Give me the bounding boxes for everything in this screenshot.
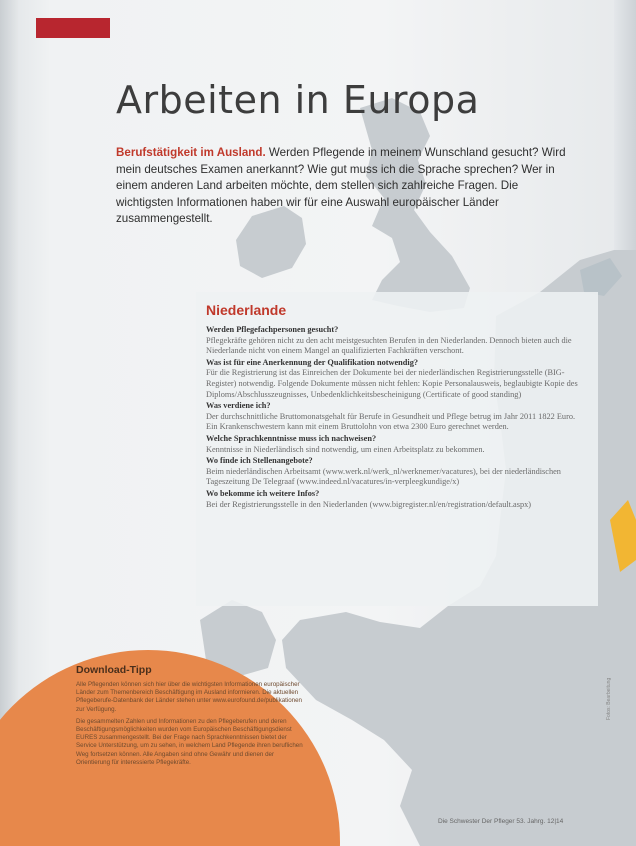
faq-list xyxy=(206,325,588,510)
faq-answer: Beim niederländischen Arbeitsamt (www.werk.nl/werk_nl/werknemer/vacatures), bei der niederländischen Tageszeitung De Telegraaf (www.indeed.nl/vacatures/in-verpleegkundige/x) xyxy=(206,466,561,487)
faq-question: Was ist für eine Anerkennung der Qualifikation notwendig? xyxy=(206,357,418,367)
faq-answer: Bei der Registrierungsstelle in den Niederlanden (www.bigregister.nl/en/registration/default.aspx) xyxy=(206,499,532,509)
intro-text: Werden Pflegende in meinem Wunschland gesucht? Wird mein deutsches Examen anerkannt? Wie gut muss ich die Sprache sprechen? Wer in einem anderen Land arbeiten möchte, dem stellen sich zahlreiche Fragen. Die wichtigsten Informationen haben wir für eine Auswahl europäischer Länder zusammengestellt. xyxy=(116,146,566,226)
page-footer: Die Schwester Der Pfleger 53. Jahrg. 12|14 xyxy=(438,818,564,825)
section-marker-tab xyxy=(36,18,110,38)
country-info-box xyxy=(196,292,598,606)
faq-question: Was verdiene ich? xyxy=(206,401,271,411)
faq-answer: Der durchschnittliche Bruttomonatsgehalt für Berufe in Gesundheit und Pflege betrug im Jahr 2011 1822 Euro. Ein Krankenschwestern kann mit einem Bruttolohn von etwa 2300 Euro gerechnet werden. xyxy=(206,411,576,432)
photo-credit: Fotos: Bearbeitung xyxy=(606,677,612,720)
country-title: Niederlande xyxy=(206,302,287,318)
faq-question: Wo bekomme ich weitere Infos? xyxy=(206,488,320,498)
download-tip-paragraph: Die gesammelten Zahlen und Informationen zu den Pflegeberufen und deren Beschäftigungsmöglichkeiten wurden vom Europäischen Beschäftigungsdienst EURES zusammengestellt. Bei der Frage nach Sprachkenntnissen bietet der Service Unterstützung, um zu sehen, in welchem Land Pflegende ihren beruflichen Weg fortsetzen können. Alle Angaben sind ohne Gewähr und dienen der Orientierung für interessierte Pflegekräfte. xyxy=(76,717,303,766)
faq-question: Welche Sprachkenntnisse muss ich nachweisen? xyxy=(206,433,377,443)
intro-paragraph xyxy=(116,145,576,228)
faq-answer: Pflegekräfte gehören nicht zu den acht meistgesuchten Berufen in den Niederlanden. Dennoch bieten auch die Niederlande nicht von einem Mangel an qualifizierten Fachkräften verschont. xyxy=(206,335,572,356)
download-tip-paragraph: Alle Pflegenden können sich hier über die wichtigsten Informationen europäischer Länder zum Themenbereich Beschäftigung im Ausland informieren. Die aktuellen Pflegeberufe-Datenbank der Länder stehen unter www.eurofound.de/publikationen zur Verfügung. xyxy=(76,681,303,713)
faq-question: Werden Pflegefachpersonen gesucht? xyxy=(206,325,339,334)
download-tip xyxy=(76,664,308,771)
faq-answer: Für die Registrierung ist das Einreichen der Dokumente bei der niederländischen Registrierungsstelle (BIG-Register) notwendig. Folgende Dokumente müssen nicht fehlen: Kopie Personalausweis, beglaubigte Kopie des Diploms/Abschlusszeugnisses, Unbedenklichkeitsbescheinigung (Certificate of good standing) xyxy=(206,368,578,399)
faq-question: Wo finde ich Stellenangebote? xyxy=(206,456,313,466)
intro-lead: Berufstätigkeit im Ausland. xyxy=(116,146,266,159)
download-tip-title: Download-Tipp xyxy=(76,664,152,676)
page-title: Arbeiten in Europa xyxy=(116,78,480,122)
faq-answer: Kenntnisse in Niederländisch sind notwendig, um einen Arbeitsplatz zu bekommen. xyxy=(206,444,485,454)
